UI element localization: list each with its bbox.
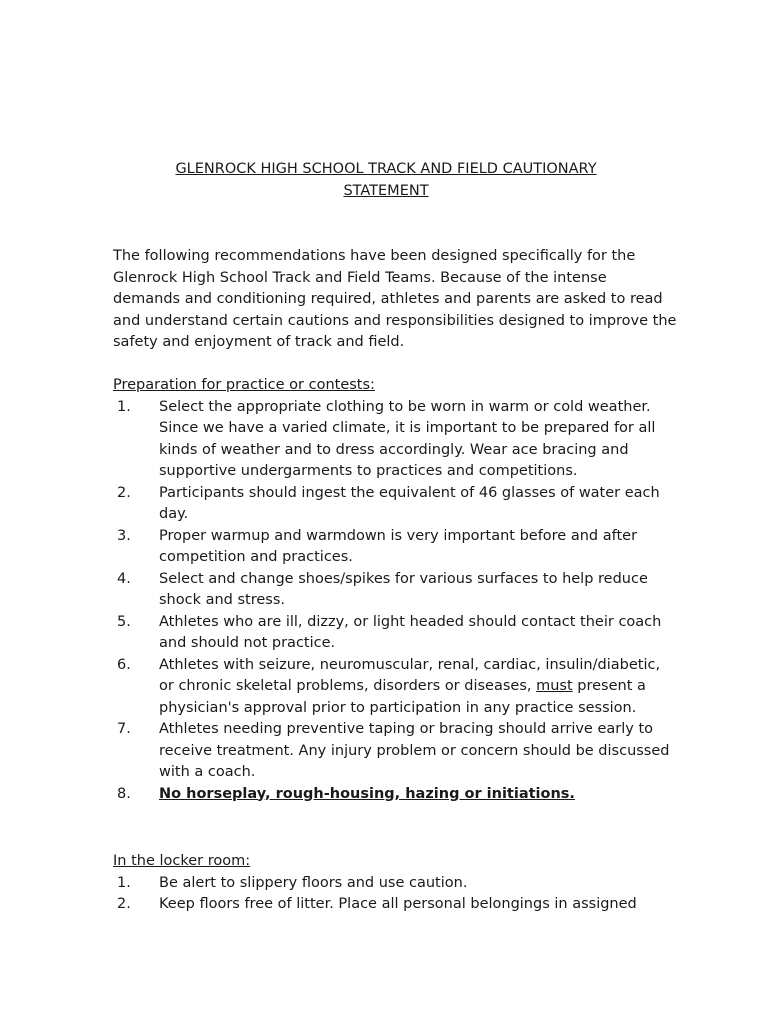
item-number: 2. (117, 896, 131, 912)
list-item (113, 784, 673, 806)
list-item (113, 397, 673, 483)
list-item (113, 612, 673, 655)
item-line: Select the appropriate clothing to be worn in warm or cold weather. (159, 398, 651, 415)
item-line: competition and practices. (159, 549, 353, 565)
document-title (113, 158, 659, 202)
title-line-1: GLENROCK HIGH SCHOOL TRACK AND FIELD CAUTIONARY (175, 161, 597, 177)
list-item (113, 894, 673, 916)
title-line-2: STATEMENT (343, 183, 429, 199)
item-line: Athletes needing preventive taping or bracing should arrive early to (159, 721, 653, 737)
item-line: Since we have a varied climate, it is important to be prepared for all (159, 420, 656, 436)
item-number: 2. (117, 484, 131, 501)
item-number: 5. (117, 613, 131, 630)
item-line: kinds of weather and to dress accordingly. Wear ace bracing and (159, 441, 629, 458)
item-number: 8. (117, 785, 131, 802)
intro-line: and understand certain cautions and responsibilities designed to improve the (113, 312, 677, 329)
item-line: day. (159, 506, 189, 522)
item-number: 1. (117, 398, 131, 415)
item-line: Athletes who are ill, dizzy, or light headed should contact their coach (159, 613, 662, 630)
locker-room-heading: In the locker room: (113, 853, 251, 869)
item-number: 4. (117, 570, 131, 587)
preparation-section (113, 375, 673, 805)
preparation-heading: Preparation for practice or contests: (113, 377, 375, 393)
intro-line: safety and enjoyment of track and field. (113, 334, 405, 350)
item-number: 6. (117, 656, 131, 673)
list-item (113, 526, 673, 569)
item-number: 7. (117, 721, 131, 737)
item-line: and should not practice. (159, 635, 336, 651)
item-line: Be alert to slippery floors and use caution. (159, 874, 468, 891)
list-item (113, 719, 673, 784)
intro-paragraph (113, 246, 677, 354)
item-line-text: or chronic skeletal problems, disorders or diseases, (159, 678, 537, 694)
item-line: with a coach. (159, 764, 256, 780)
item-line: Athletes with seizure, neuromuscular, renal, cardiac, insulin/diabetic, (159, 656, 661, 673)
emphasis-must: must (536, 678, 573, 694)
item-line: Proper warmup and warmdown is very important before and after (159, 527, 638, 544)
intro-line: demands and conditioning required, athletes and parents are asked to read (113, 291, 663, 307)
locker-room-section (113, 851, 673, 916)
item-line-emphasis: No horseplay, rough-housing, hazing or initiations. (159, 785, 575, 802)
intro-line: Glenrock High School Track and Field Teams. Because of the intense (113, 269, 607, 286)
list-item (113, 483, 673, 526)
item-line: physician's approval prior to participation in any practice session. (159, 699, 637, 716)
item-line: supportive undergarments to practices and competitions. (159, 463, 578, 479)
item-number: 1. (117, 874, 131, 891)
list-item (113, 655, 673, 720)
item-line: Keep floors free of litter. Place all personal belongings in assigned (159, 896, 637, 912)
intro-line: The following recommendations have been designed specifically for the (113, 248, 636, 264)
item-line: Select and change shoes/spikes for various surfaces to help reduce (159, 570, 648, 587)
item-line-text: present a (572, 678, 646, 694)
item-line (159, 676, 673, 698)
item-line: Participants should ingest the equivalent of 46 glasses of water each (159, 484, 660, 501)
list-item (113, 873, 673, 895)
item-number: 3. (117, 527, 131, 544)
list-item (113, 569, 673, 612)
item-line: shock and stress. (159, 592, 286, 608)
item-line: receive treatment. Any injury problem or concern should be discussed (159, 742, 670, 759)
